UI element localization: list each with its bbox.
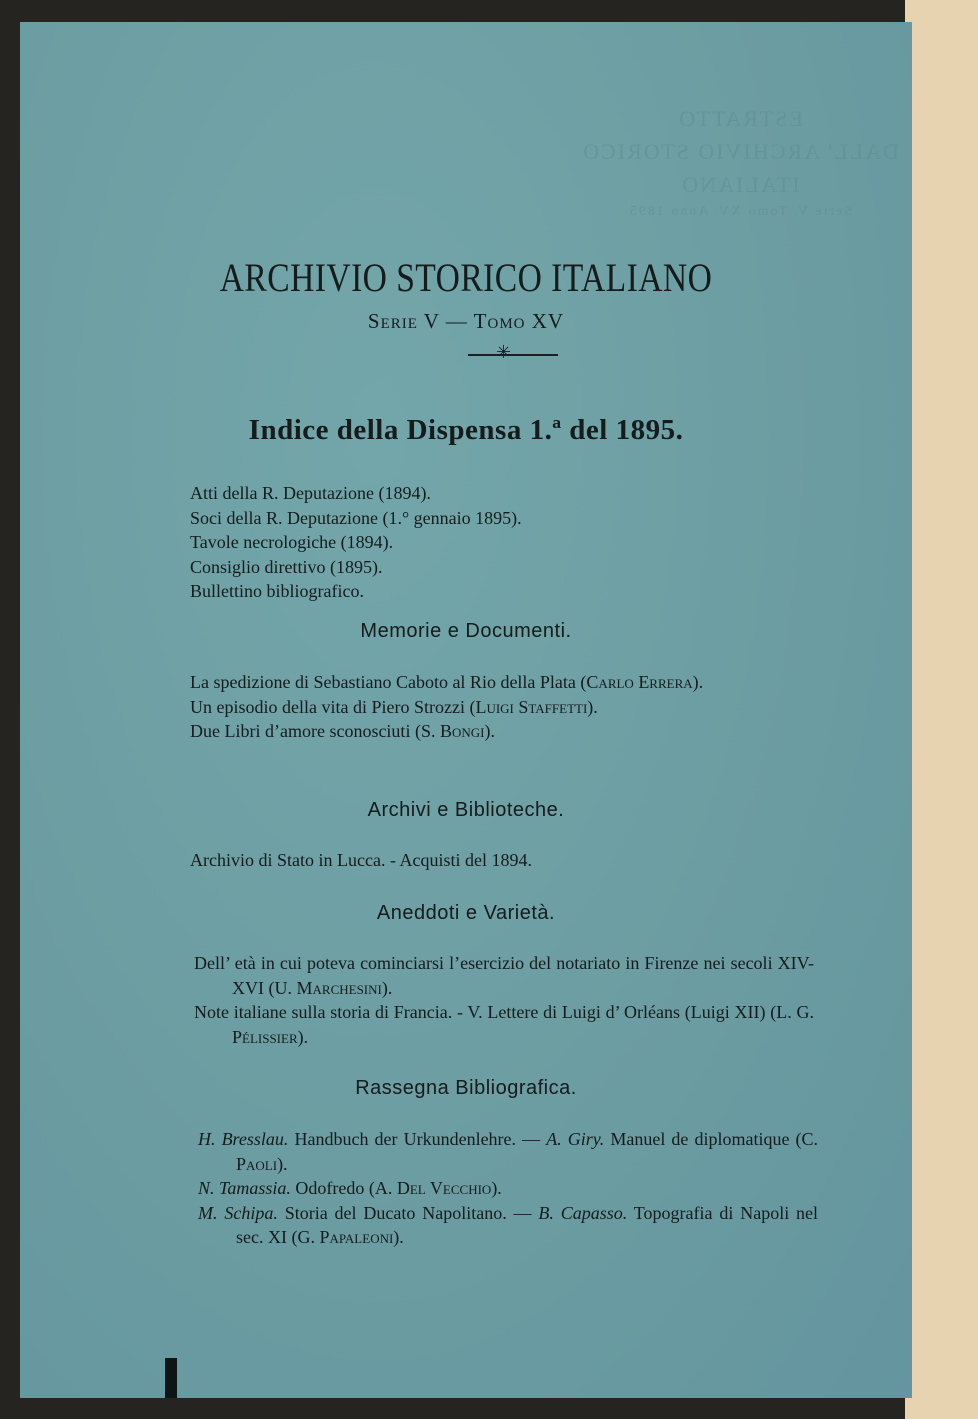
- list-item: Due Libri d’amore sconosciuti (S. Bongi).: [190, 721, 495, 741]
- series-volume: Serie V — Tomo XV: [367, 309, 565, 333]
- bleed-through-text: [580, 102, 900, 242]
- list-item: Atti della R. Deputazione (1894).: [190, 483, 431, 503]
- list-item: Soci della R. Deputazione (1.° gennaio 1895).: [190, 507, 522, 528]
- ornamental-rule: [468, 354, 558, 356]
- list-item: Consiglio direttivo (1895).: [190, 556, 383, 577]
- section-heading-archivi: Archivi e Biblioteche.: [367, 799, 565, 821]
- list-item: N. Tamassia. Odofredo (A. Del Vecchio).: [198, 1178, 502, 1198]
- archivi-list: [190, 848, 810, 873]
- list-item: Archivio di Stato in Lucca. - Acquisti del 1894.: [190, 850, 532, 870]
- list-item: La spedizione di Sebastiano Caboto al Rio della Plata (Carlo Errera).: [190, 672, 704, 692]
- list-item: Note italiane sulla storia di Francia. - V. Lettere di Luigi d’ Orléans (Luigi XII) (L. G. Pélissier).: [194, 1002, 815, 1047]
- binding-tab: [165, 1358, 177, 1398]
- rassegna-list: [198, 1127, 818, 1250]
- section-heading-rassegna: Rassegna Bibliografica.: [355, 1077, 577, 1099]
- bleed-line: ESTRATTO: [677, 106, 803, 131]
- bleed-line: ITALIANO: [680, 172, 800, 197]
- page-edge-right: [905, 0, 978, 1419]
- section-heading-memorie: Memorie e Documenti.: [360, 620, 572, 642]
- bleed-line: DALL' ARCHIVIO STORICO: [581, 139, 899, 164]
- list-item: Bullettino bibliografico.: [190, 581, 364, 601]
- list-item: M. Schipa. Storia del Ducato Napolitano. — B. Capasso. Topografia di Napoli nel sec. XI (G. Papaleoni).: [198, 1202, 819, 1247]
- cover-leaf: [20, 22, 912, 1398]
- list-item: H. Bresslau. Handbuch der Urkundenlehre. — A. Giry. Manuel de diplomatique (C. Paoli).: [198, 1129, 819, 1174]
- asterisk-ornament-icon: ✳: [496, 342, 512, 362]
- journal-title: ARCHIVIO STORICO ITALIANO: [219, 255, 713, 300]
- list-item: Tavole necrologiche (1894).: [190, 532, 394, 552]
- list-item: Dell’ età in cui poteva cominciarsi l’esercizio del notariato in Firenze nei secoli XIV-XVI (U. Marchesini).: [194, 953, 814, 998]
- bleed-line: Serie V. Tomo XV. Anno 1895: [627, 204, 853, 219]
- list-item: Un episodio della vita di Piero Strozzi (Luigi Staffetti).: [190, 696, 598, 717]
- index-heading: Indice della Dispensa 1.ª del 1895.: [248, 414, 684, 446]
- aneddoti-list: [194, 951, 814, 1049]
- memorie-list: [190, 670, 810, 744]
- intro-list: [190, 481, 810, 604]
- section-heading-aneddoti: Aneddoti e Varietà.: [376, 902, 556, 924]
